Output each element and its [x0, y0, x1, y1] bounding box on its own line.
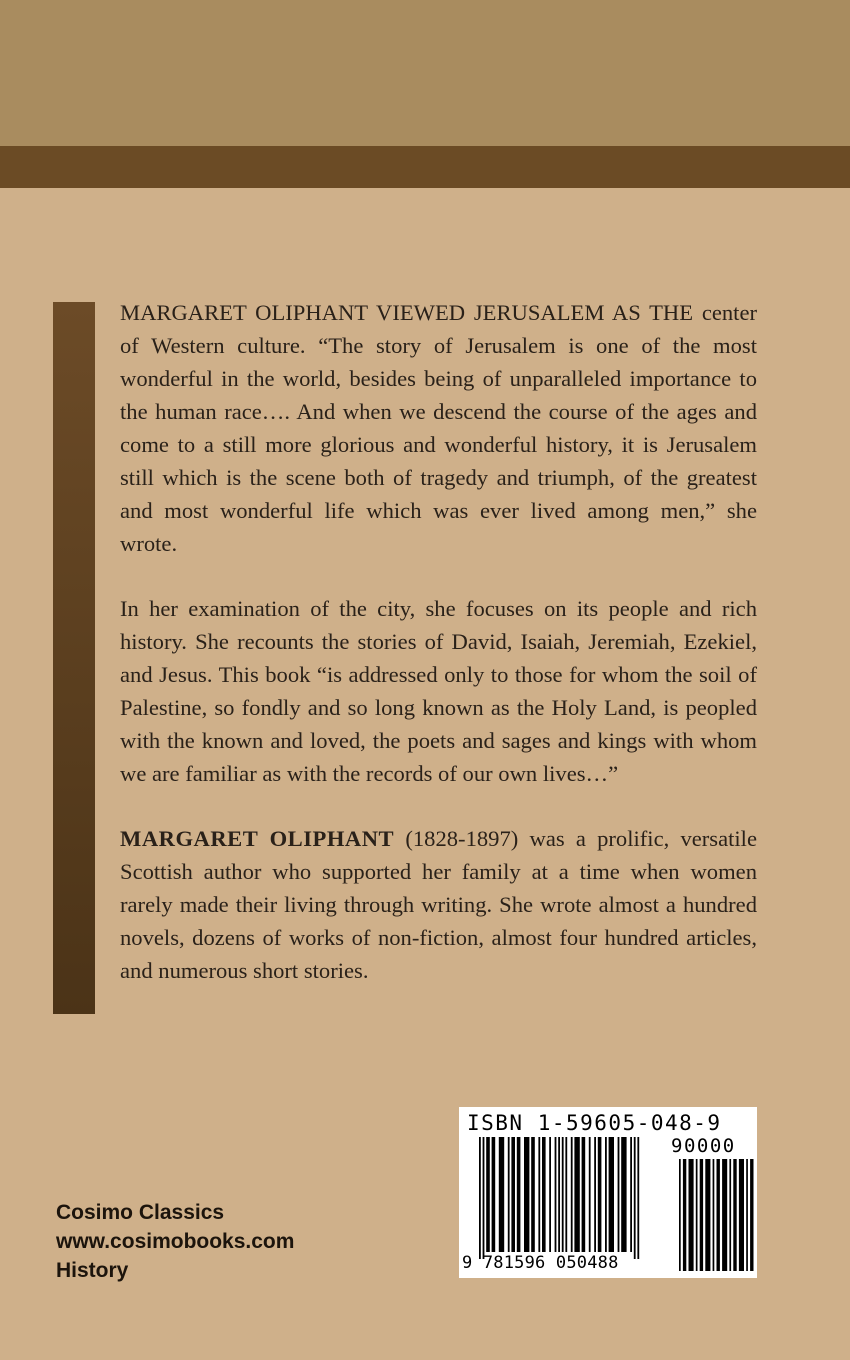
barcode-bar [486, 1137, 490, 1252]
ean-digits: 9 781596 050488 [462, 1253, 619, 1273]
addon-bar [750, 1159, 753, 1271]
addon-bar [739, 1159, 744, 1271]
addon-bar [746, 1159, 748, 1271]
barcode-bar [483, 1137, 485, 1259]
barcode-bar [555, 1137, 557, 1252]
addon-bar [679, 1159, 681, 1271]
barcode-bar [508, 1137, 510, 1252]
blurb-paragraph-1-text: center of Western culture. “The story of Jerusalem is one of the most wonderful in the world, besides being of unparalleled importance to the human race…. And when we descend the course of the ages and come to a still more glorious and wonderful history, it is Jerusalem still which is the scene both of tragedy and triumph, of the greatest and most wonderful life which was ever lived among men,” she wrote. [120, 300, 757, 556]
barcode-bar [621, 1137, 626, 1252]
barcode-bar [571, 1137, 573, 1252]
barcode-bar [618, 1137, 620, 1252]
author-bio-text: (1828-1897) was a prolific, versatile Scottish author who supported her family at a time when women rarely made their living through writing. She wrote almost a hundred novels, dozens of works of non-fiction, almost four hundred articles, and numerous short stories. [120, 826, 757, 983]
addon-bar [717, 1159, 720, 1271]
barcode-bar [565, 1137, 567, 1252]
barcode-bar [531, 1137, 535, 1252]
barcode-bar [589, 1137, 591, 1252]
publisher-imprint [56, 1198, 294, 1285]
barcode-bar [492, 1137, 496, 1252]
barcode-bar [637, 1137, 639, 1259]
addon-bar [705, 1159, 710, 1271]
blurb-lead-caps: MARGARET OLIPHANT VIEWED JERUSALEM AS THE [120, 300, 694, 325]
publisher-website: www.cosimobooks.com [56, 1230, 295, 1253]
top-color-band [0, 0, 850, 146]
barcode-bar [598, 1137, 602, 1252]
addon-bars-group [679, 1159, 754, 1271]
barcode-bar [630, 1137, 632, 1252]
barcode-bar [538, 1137, 540, 1252]
barcode-bar [634, 1137, 636, 1259]
barcode-bar [609, 1137, 614, 1252]
barcode-bar [558, 1137, 560, 1252]
barcode-bar [605, 1137, 607, 1252]
barcode-bar [524, 1137, 529, 1252]
barcode-bar [479, 1137, 481, 1259]
ean-bars-group [479, 1137, 639, 1259]
barcode-bar [582, 1137, 586, 1252]
barcode-bar [517, 1137, 521, 1252]
barcode-bar [542, 1137, 546, 1252]
barcode-bar [549, 1137, 551, 1252]
isbn-number: ISBN 1-59605-048-9 [467, 1111, 722, 1135]
addon-bar [689, 1159, 694, 1271]
addon-bar [722, 1159, 727, 1271]
addon-bar [733, 1159, 736, 1271]
blurb-paragraph-1 [120, 296, 757, 560]
addon-bar [713, 1159, 715, 1271]
author-name: MARGARET OLIPHANT [120, 826, 395, 851]
barcode-bar [594, 1137, 596, 1252]
barcode-bar [511, 1137, 515, 1252]
decorative-side-bar [53, 302, 95, 1014]
addon-bar [683, 1159, 686, 1271]
author-bio [120, 822, 757, 987]
blurb-paragraph-2: In her examination of the city, she focuses on its people and rich history. She recounts the stories of David, Isaiah, Jeremiah, Ezekiel, and Jesus. This book “is addressed only to those for whom the soil of Palestine, so fondly and so long known as the Holy Land, is peopled with the known and loved, the poets and sages and kings with whom we are familiar as with the records of our own lives…” [120, 596, 757, 786]
barcode-bar [499, 1137, 504, 1252]
barcode-bar [562, 1137, 564, 1252]
dark-color-band [0, 146, 850, 188]
addon-bar [696, 1159, 698, 1271]
price-code: 90000 [671, 1135, 736, 1157]
book-category: History [56, 1259, 129, 1282]
barcode-bar [574, 1137, 579, 1252]
publisher-name: Cosimo Classics [56, 1201, 225, 1224]
addon-bar [700, 1159, 703, 1271]
isbn-barcode [459, 1107, 757, 1278]
addon-bar [729, 1159, 731, 1271]
back-cover-blurb [120, 296, 757, 987]
